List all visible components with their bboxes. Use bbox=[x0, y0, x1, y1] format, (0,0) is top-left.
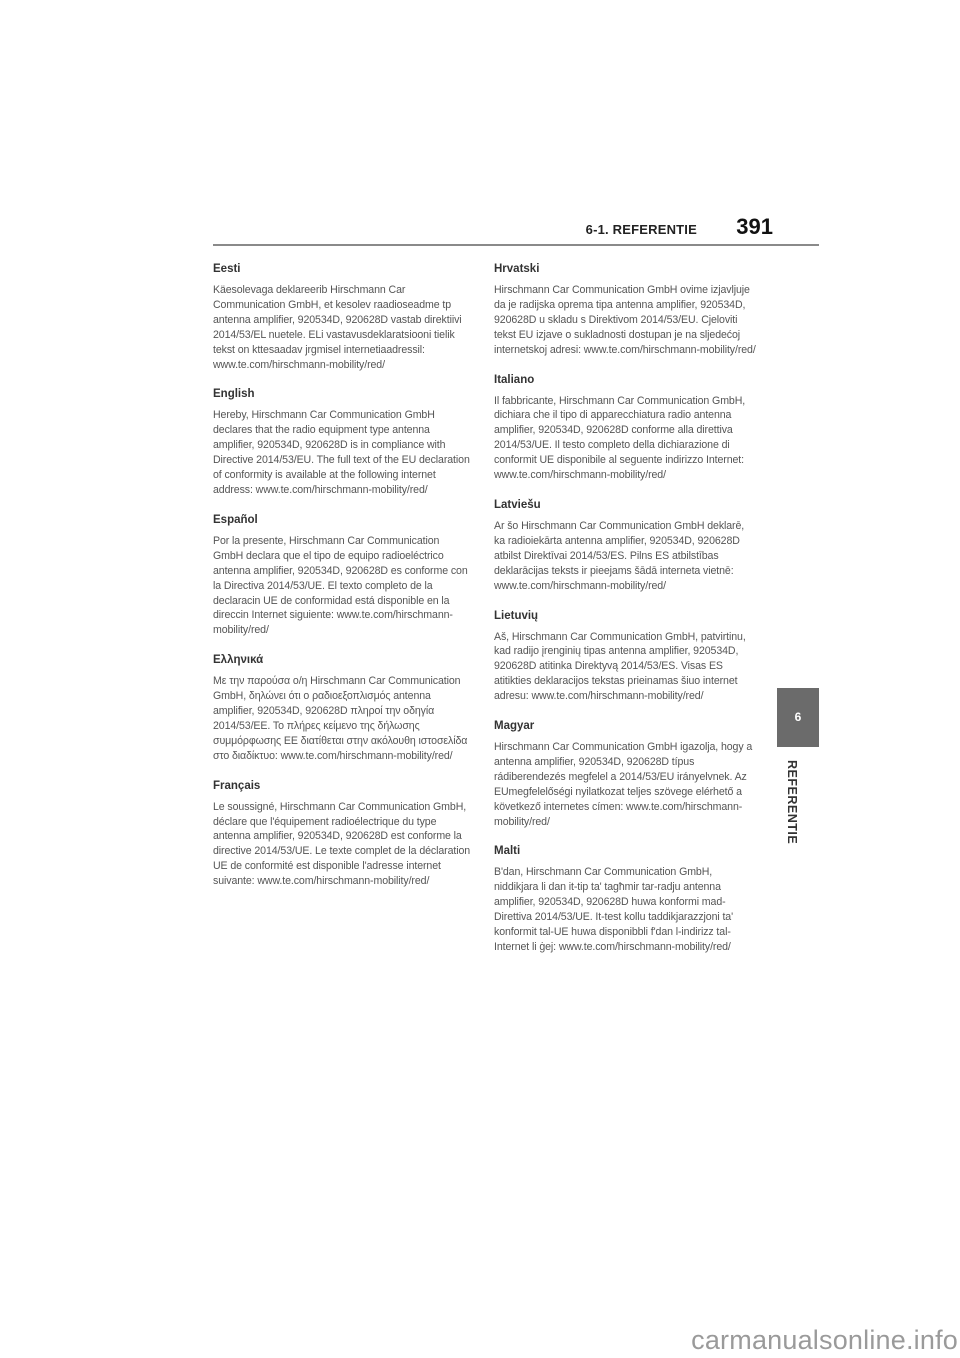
language-heading: Magyar bbox=[494, 720, 535, 733]
declaration-french bbox=[213, 779, 471, 889]
site-watermark: carmanualsonline.info bbox=[691, 1325, 958, 1355]
declaration-text: Hirschmann Car Communication GmbH ovime izjavljuje da je radijska oprema tipa antenna amplifier, 920534D, 920628D u skladu s Direktivom 2014/53/EU. Cjeloviti tekst EU izjave o sukladnosti dostupan je na sljedećoj internetskoj adresi: www.te.com/hirschmann-mobility/red/ bbox=[494, 284, 756, 356]
declaration-text: Ar šo Hirschmann Car Communication GmbH deklarē, ka radioiekārta antenna amplifier, 920534D, 920628D atbilst Direktīvai 2014/53/ES. Pilns ES atbilstības deklarācijas teksts ir pieejams šādā interneta vietnē: www.te.com/hirschmann-mobility/red/ bbox=[494, 519, 745, 592]
language-heading: Eesti bbox=[213, 263, 241, 275]
declaration-text: Hereby, Hirschmann Car Communication GmbH declares that the radio equipment type antenna amplifier, 920534D, 920628D is in compliance with Directive 2014/53/EU. The full text of the EU declaration of conformity is available at the following internet address: www.te.com/hirschmann-mobility/red/ bbox=[213, 409, 470, 496]
declaration-text: Με την παρούσα ο/η Hirschmann Car Communication GmbH, δηλώνει ότι ο ραδιοεξοπλισμός antenna amplifier, 920534D, 920628D πληροί την οδηγία 2014/53/ΕΕ. Το πλήρες κείμενο της δήλωσης συμμόρφωσης ΕΕ διατίθεται στην ακόλουθη ιστοσελίδα στο διαδίκτυο: www.te.com/hirschmann-mobility/red/ bbox=[213, 675, 468, 762]
page-header bbox=[213, 212, 819, 246]
language-heading: Malti bbox=[494, 845, 521, 858]
language-heading: Latviešu bbox=[494, 498, 541, 511]
declaration-english bbox=[213, 387, 471, 497]
language-heading: Español bbox=[213, 513, 258, 526]
declaration-spanish bbox=[213, 513, 471, 638]
language-heading: Ελληνικά bbox=[213, 654, 264, 667]
declaration-text: Hirschmann Car Communication GmbH igazolja, hogy a antenna amplifier, 920534D, 920628D típus rádiberendezés megfelel a 2014/53/EU irányelvnek. Az EUmegfelelőségi nyilatkozat teljes szövege elérhető a következő internetes címen: www.te.com/hirschmann-mobility/red/ bbox=[494, 741, 753, 828]
declaration-greek bbox=[213, 653, 471, 763]
page-number: 391 bbox=[736, 214, 773, 239]
declaration-lithuanian bbox=[494, 609, 756, 705]
declaration-text: Käesolevaga deklareerib Hirschmann Car Communication GmbH, et kesolev raadioseadme tp antenna amplifier, 920534D, 920628D vastab direktiivi 2014/53/EL nuetele. ELi vastavusdeklaratsiooni tielik tekst on kttesaadav jrgmisel internetiaadressil: www.te.com/hirschmann-mobility/red/ bbox=[213, 284, 462, 371]
declaration-text: Aš, Hirschmann Car Communication GmbH, patvirtinu, kad radijo įrenginių tipas antenna amplifier, 920534D, 920628D atitinka Direktyvą 2014/53/ES. Visas ES atitikties deklaracijos tekstas prieinamas šiuo internet adresu: www.te.com/hirschmann-mobility/red/ bbox=[494, 630, 746, 703]
declaration-italian bbox=[494, 373, 756, 483]
declaration-croatian bbox=[494, 262, 756, 358]
declaration-text: B'dan, Hirschmann Car Communication GmbH, niddikjara li dan it-tip ta' tagħmir tar-radju antenna amplifier, 920534D, 920628D huwa konformi mad-Direttiva 2014/53/UE. It-test kollu taddikjarazzjoni ta' konformit tal-UE huwa disponibbli f'dan l-indirizz tal-Internet li ġej: www.te.com/hirschmann-mobility/red/ bbox=[494, 866, 734, 953]
language-heading: Hrvatski bbox=[494, 263, 540, 275]
declaration-text: Le soussigné, Hirschmann Car Communication GmbH, déclare que l'équipement radioélectrique du type antenna amplifier, 920534D, 920628D est conforme la directive 2014/53/UE. Le texte complet de la déclaration UE de conformité est disponible l'adresse internet suivante: www.te.com/hirschmann-mobility/red/ bbox=[213, 800, 471, 888]
right-column bbox=[494, 262, 756, 970]
chapter-tab[interactable] bbox=[777, 688, 819, 747]
chapter-number: 6 bbox=[794, 710, 802, 724]
left-column bbox=[213, 262, 471, 904]
chapter-label: REFERENTIE bbox=[785, 760, 799, 845]
language-heading: Italiano bbox=[494, 373, 535, 386]
declaration-estonian bbox=[213, 262, 471, 372]
declaration-maltese bbox=[494, 844, 756, 954]
declaration-latvian bbox=[494, 498, 756, 594]
language-heading: English bbox=[213, 388, 255, 401]
language-heading: Lietuvių bbox=[494, 609, 539, 622]
declaration-text: Il fabbricante, Hirschmann Car Communication GmbH, dichiara che il tipo di apparecchiatura radio antenna amplifier, 920534D, 920628D conforme alla direttiva 2014/53/UE. Il testo completo della dichiarazione di conformit UE disponibile al seguente indirizzo Internet: www.te.com/hirschmann-mobility/red/ bbox=[494, 394, 746, 482]
declaration-hungarian bbox=[494, 719, 756, 829]
language-heading: Français bbox=[213, 779, 261, 792]
declaration-text: Por la presente, Hirschmann Car Communication GmbH declara que el tipo de equipo radioeléctrico antenna amplifier, 920534D, 920628D es conforme con la Directiva 2014/53/UE. El texto completo de la declaracin UE de conformidad está disponible en la direccin Internet siguiente: www.te.com/hirschmann-mobility/red/ bbox=[213, 534, 468, 637]
section-title: 6-1. REFERENTIE bbox=[585, 222, 697, 237]
header-divider bbox=[213, 244, 819, 246]
